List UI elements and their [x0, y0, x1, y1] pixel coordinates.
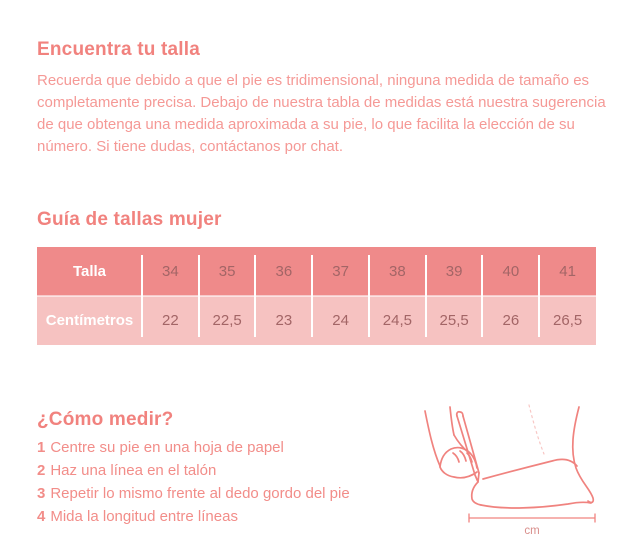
- table-row-sizes: [37, 247, 596, 296]
- foot-measurement-illustration: [420, 390, 605, 540]
- column-divider: [311, 255, 313, 337]
- cm-cell: 24: [332, 312, 349, 329]
- measurement-line: [469, 514, 595, 523]
- cm-cell: 23: [275, 312, 293, 329]
- size-cell: 34: [162, 263, 179, 280]
- row-label-talla: Talla: [72, 263, 107, 280]
- measure-step-1: [37, 440, 350, 456]
- cm-cell: 26: [502, 312, 520, 329]
- how-to-measure-title: ¿Cómo medir?: [37, 409, 174, 430]
- intro-paragraph: Recuerda que debido a que el pie es tridimensional, ninguna medida de tamaño es completamente precisa. Debajo de nuestra tabla de medidas está nuestra sugerencia de que obtenga una medida aproximada a su pie, lo que facilita la elección de su número. Si tiene dudas, contáctanos por chat.: [37, 72, 606, 155]
- size-cell: 41: [559, 263, 576, 280]
- table-row-centimeters: [37, 296, 596, 345]
- measure-step-2: [37, 463, 350, 479]
- measure-steps: [37, 440, 350, 532]
- step-text: Mida la longitud entre líneas: [50, 508, 238, 525]
- cm-cell: 22: [162, 312, 179, 329]
- column-divider: [425, 255, 427, 337]
- step-number: 3: [37, 485, 46, 502]
- size-guide-title: Guía de tallas mujer: [37, 209, 222, 230]
- cm-cell: 26,5: [553, 312, 583, 329]
- column-divider: [141, 255, 143, 337]
- cm-cell: 24,5: [382, 312, 412, 329]
- size-cell: 36: [275, 263, 293, 280]
- step-number: 2: [37, 462, 46, 479]
- find-your-size-title: Encuentra tu talla: [37, 39, 201, 60]
- measure-step-4: [37, 509, 350, 525]
- measure-step-3: [37, 486, 350, 502]
- size-table: [37, 247, 596, 345]
- step-number: 4: [37, 508, 46, 525]
- step-text: Repetir lo mismo frente al dedo gordo del pie: [50, 485, 350, 502]
- size-cell: 37: [332, 263, 349, 280]
- size-cell: 40: [502, 263, 520, 280]
- column-divider: [538, 255, 540, 337]
- column-divider: [198, 255, 200, 337]
- column-divider: [254, 255, 256, 337]
- size-cell: 39: [445, 263, 463, 280]
- size-cell: 35: [218, 263, 236, 280]
- cm-label: cm: [524, 525, 540, 537]
- cm-cell: 25,5: [439, 312, 469, 329]
- step-number: 1: [37, 439, 46, 456]
- size-cell: 38: [389, 263, 406, 280]
- foot-pencil-drawing-icon: [420, 390, 605, 540]
- column-divider: [368, 255, 370, 337]
- cm-cell: 22,5: [212, 312, 242, 329]
- step-text: Centre su pie en una hoja de papel: [50, 439, 284, 456]
- row-label-centimetros: Centímetros: [45, 312, 134, 329]
- column-divider: [481, 255, 483, 337]
- step-text: Haz una línea en el talón: [50, 462, 217, 479]
- row-divider: [37, 295, 596, 297]
